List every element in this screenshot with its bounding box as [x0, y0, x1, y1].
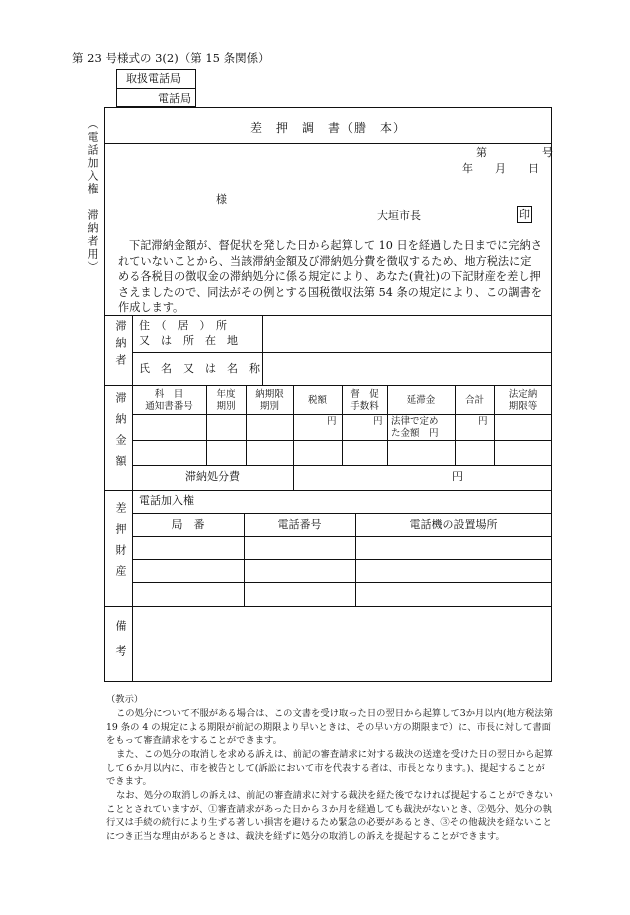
amounts-section-label: 滞納金額: [114, 392, 127, 476]
addressee-suffix: 様: [216, 193, 227, 206]
seal-mark: 印: [519, 208, 530, 221]
header-total: 合計: [464, 395, 484, 406]
disposition-fee-label: 滞納処分費: [185, 470, 240, 483]
address-label-line1: 住 （ 居 ） 所: [139, 319, 227, 332]
document-number: 第 号: [476, 146, 553, 159]
notice-paragraph-1: この処分について不服がある場合は、この文書を受け取った日の翌日から起算して3か月以内(地方税法第 19 条の 4 の規定による期限が前記の期限より早いときは、その早い方の期限まで）に、市長に対して書面をもって審査請求をすることができます。: [106, 708, 554, 747]
address-label-line2: 又 は 所 在 地: [139, 334, 238, 347]
form-number: 第 23 号様式の 3(2)（第 15 条関係）: [72, 51, 270, 65]
tax-unit: 円: [327, 416, 337, 427]
fee-unit: 円: [373, 416, 383, 427]
col-location: 電話機の設置場所: [409, 518, 498, 531]
issuer-name: 大垣市長: [377, 209, 421, 222]
document-title: 差 押 調 書（謄 本）: [249, 121, 406, 135]
station-label: 電話局: [158, 92, 191, 105]
handling-station-label: 取扱電話局: [126, 72, 181, 85]
remarks-section-label: 備考: [114, 620, 127, 670]
delinquent-section-label: 滞納者: [114, 320, 127, 371]
col-phone: 電話番号: [277, 518, 322, 531]
name-label: 氏 名 又 は 名 称: [139, 362, 260, 375]
total-unit: 円: [478, 416, 488, 427]
document-date: 年 月 日: [462, 162, 539, 175]
body-paragraph: 下記滞納金額が、督促状を発した日から起算して 10 日を経過した日までに完納されていないことから、当該滞納金額及び滞納処分費を徴収するため、地方税法に定める各税目の徴収金の滞納処分に係る規定により、あなた(貴社)の下記財産を差し押さえましたので、同法がその例とする国税徴収法第 54 条の規定により、この調書を作成します。: [118, 239, 542, 314]
disposition-fee-unit: 円: [452, 470, 463, 483]
header-late: 延滞金: [406, 395, 436, 406]
col-station: 局 番: [171, 518, 205, 531]
notice-paragraph-2: また、この処分の取消しを求める訴えは、前記の審査請求に対する裁決の送達を受けた日の翌日から起算して６か月以内に、市を被告として(訴訟において市を代表する者は、市長となります。)、提起することができます。: [106, 749, 553, 788]
header-item: 科 目 通知書番号: [145, 389, 193, 412]
side-label: （電話加入権 滞納者用）: [86, 118, 99, 274]
property-kind: 電話加入権: [139, 494, 194, 507]
header-year: 年度 期別: [216, 389, 236, 412]
header-tax: 税額: [307, 395, 327, 406]
notice-heading: （教示）: [106, 694, 144, 705]
notice-paragraph-3: なお、処分の取消しの訴えは、前記の審査請求に対する裁決を経た後でなければ提起することができないこととされていますが、①審査請求があった日から３か月を経過しても裁決がないとき、②処分、処分の執行又は手続の続行により生ずる著しい損害を避けるため緊急の必要があるとき、③その他裁決を経ないことにつき正当な理由があるときは、裁決を経ずに処分の取消しの訴えを提起することができます。: [106, 790, 553, 842]
property-section-label: 差押財産: [114, 502, 127, 586]
header-deadline: 納期限 期別: [255, 389, 284, 412]
header-fee: 督 促 手数料: [350, 389, 379, 412]
header-legal: 法定納 期限等: [508, 389, 538, 412]
late-note: 法律で定め た金額 円: [391, 416, 439, 439]
